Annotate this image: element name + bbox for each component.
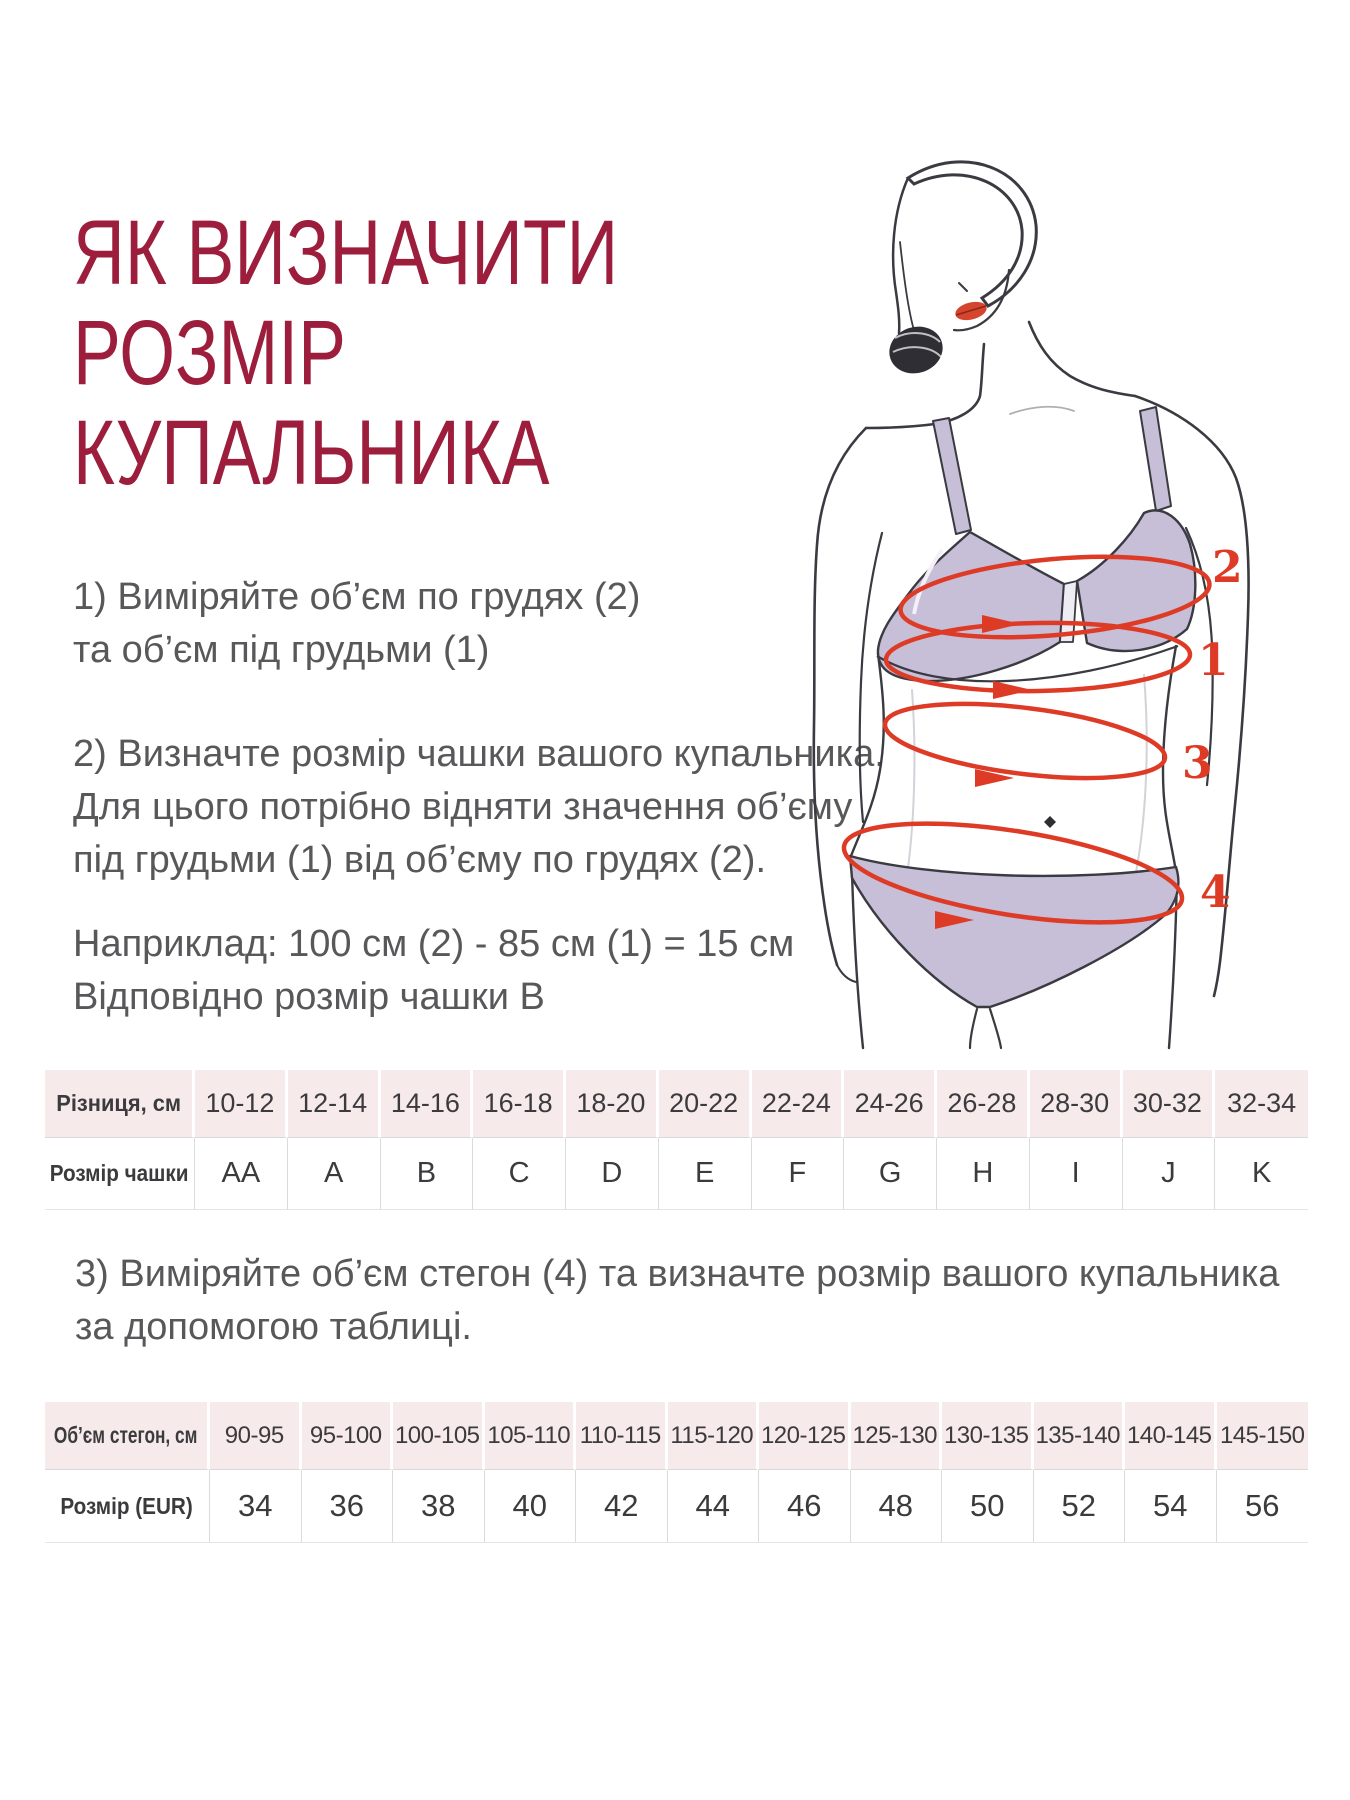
cup-cell xyxy=(288,1138,381,1210)
left-hand-line xyxy=(837,965,856,982)
diff-cell xyxy=(1215,1070,1308,1138)
hair-swoosh xyxy=(908,162,1036,306)
measure-label-bust: 2 xyxy=(1212,542,1243,593)
left-leg-outline xyxy=(852,872,863,1048)
cup-value: A xyxy=(323,1157,344,1189)
nose-line xyxy=(959,283,967,291)
eur-cell xyxy=(1034,1470,1126,1543)
eur-value: 46 xyxy=(787,1488,822,1523)
eur-cell xyxy=(210,1470,302,1543)
bra-right-strap xyxy=(1140,407,1171,511)
hip-value: 145-150 xyxy=(1219,1421,1305,1449)
collarbone-line xyxy=(1010,407,1074,414)
diff-value: 10-12 xyxy=(205,1088,275,1118)
cup-value: F xyxy=(788,1157,807,1189)
measure-label-waist: 3 xyxy=(1182,738,1213,789)
measure-label-underbust: 1 xyxy=(1198,635,1229,686)
eur-cell xyxy=(1125,1470,1217,1543)
eur-cell xyxy=(942,1470,1034,1543)
diff-cell xyxy=(1030,1070,1123,1138)
diff-value: 18-20 xyxy=(576,1088,646,1118)
cup-value: D xyxy=(601,1157,623,1189)
hip-cell xyxy=(485,1402,577,1470)
diff-cell xyxy=(844,1070,937,1138)
eur-cell xyxy=(1217,1470,1309,1543)
panties xyxy=(850,856,1178,1007)
hip-value: 115-120 xyxy=(670,1421,754,1449)
measure-ellipse-waist xyxy=(881,691,1169,791)
hip-cell xyxy=(393,1402,485,1470)
hip-value: 95-100 xyxy=(309,1421,382,1449)
cup-value: AA xyxy=(221,1157,261,1189)
diff-value: 22-24 xyxy=(761,1088,831,1118)
hip-value: 120-125 xyxy=(760,1421,846,1449)
diff-cell xyxy=(473,1070,566,1138)
example-line-1: Наприклад: 100 см (2) - 85 см (1) = 15 см xyxy=(73,923,795,965)
eur-cell xyxy=(485,1470,577,1543)
diff-cell xyxy=(195,1070,288,1138)
step-2-line-1: 2) Визначте розмір чашки вашого купальника. xyxy=(73,733,885,775)
hair-bun xyxy=(883,320,949,380)
step-1-text xyxy=(73,571,640,677)
hip-value: 110-115 xyxy=(579,1421,661,1449)
cup-table-row2-label-text: Розмір чашки xyxy=(50,1160,189,1186)
hip-value: 135-140 xyxy=(1035,1421,1121,1449)
measure-arrow-underbust xyxy=(993,681,1032,699)
hip-cell xyxy=(210,1402,302,1470)
diff-cell xyxy=(937,1070,1030,1138)
hip-cell xyxy=(1034,1402,1126,1470)
hip-cell xyxy=(851,1402,943,1470)
example-line-2: Відповідно розмір чашки B xyxy=(73,976,545,1018)
cup-value: J xyxy=(1161,1157,1176,1189)
eur-cell xyxy=(759,1470,851,1543)
hip-value: 125-130 xyxy=(852,1421,938,1449)
eur-value: 36 xyxy=(329,1488,364,1523)
diff-value: 12-14 xyxy=(298,1088,368,1118)
eur-value: 40 xyxy=(512,1488,547,1523)
hip-value: 100-105 xyxy=(394,1421,480,1449)
diff-value: 30-32 xyxy=(1132,1088,1202,1118)
hip-cell xyxy=(759,1402,851,1470)
eur-cell xyxy=(302,1470,394,1543)
diff-value: 20-22 xyxy=(669,1088,739,1118)
cup-value: C xyxy=(508,1157,530,1189)
diff-cell xyxy=(1123,1070,1216,1138)
hip-value: 90-95 xyxy=(224,1421,284,1449)
cup-cell xyxy=(844,1138,937,1210)
eur-value: 38 xyxy=(421,1488,456,1523)
cup-cell xyxy=(566,1138,659,1210)
step-2-line-3: під грудьми (1) від об’єму по грудях (2). xyxy=(73,839,767,881)
diff-value: 28-30 xyxy=(1040,1088,1110,1118)
torso-contour-left xyxy=(906,690,914,882)
eur-cell xyxy=(668,1470,760,1543)
eur-value: 50 xyxy=(970,1488,1005,1523)
cup-cell xyxy=(1030,1138,1123,1210)
page-title xyxy=(73,203,618,503)
step-1-line-1: 1) Виміряйте об’єм по грудях (2) xyxy=(73,576,641,618)
measurement-illustration xyxy=(730,130,1330,1050)
eur-value: 52 xyxy=(1061,1488,1096,1523)
diff-value: 16-18 xyxy=(483,1088,553,1118)
diff-cell xyxy=(566,1070,659,1138)
diff-cell xyxy=(752,1070,845,1138)
cup-cell xyxy=(1123,1138,1216,1210)
cup-value: I xyxy=(1071,1157,1080,1189)
bra xyxy=(877,407,1195,681)
diff-value: 24-26 xyxy=(854,1088,924,1118)
navel-dot xyxy=(1044,816,1056,828)
hip-cell xyxy=(576,1402,668,1470)
eur-value: 54 xyxy=(1153,1488,1188,1523)
hip-value: 140-145 xyxy=(1126,1421,1212,1449)
eur-cell xyxy=(576,1470,668,1543)
cup-cell xyxy=(937,1138,1030,1210)
hip-size-table xyxy=(45,1402,1308,1543)
diff-cell xyxy=(288,1070,381,1138)
cup-table-row1-label-text: Різниця, см xyxy=(56,1090,181,1116)
hip-table-row1-label-text: Об’єм стегон, см xyxy=(54,1422,198,1448)
cup-value: G xyxy=(878,1157,902,1189)
cup-cell xyxy=(195,1138,288,1210)
cup-value: H xyxy=(972,1157,994,1189)
bra-left-cup xyxy=(878,532,1064,681)
step-3-text xyxy=(75,1248,1279,1354)
hip-cell xyxy=(942,1402,1034,1470)
example-text xyxy=(73,918,794,1024)
hip-cell xyxy=(1125,1402,1217,1470)
jaw-line xyxy=(954,270,1009,330)
measure-label-hips: 4 xyxy=(1200,867,1231,918)
step-3-line-2: за допомогою таблиці. xyxy=(75,1306,472,1348)
cup-cell xyxy=(1215,1138,1308,1210)
step-3-line-1: 3) Виміряйте об’єм стегон (4) та визначте розмір вашого купальника xyxy=(75,1253,1280,1295)
cup-size-table xyxy=(45,1070,1308,1210)
cup-cell xyxy=(381,1138,474,1210)
hip-table-row-label xyxy=(45,1402,210,1470)
hip-value: 105-110 xyxy=(487,1421,571,1449)
eur-value: 42 xyxy=(604,1488,639,1523)
hip-value: 130-135 xyxy=(943,1421,1029,1449)
diff-value: 32-34 xyxy=(1227,1088,1297,1118)
cup-value: E xyxy=(694,1157,715,1189)
hip-table-row-label xyxy=(45,1470,210,1543)
cup-cell xyxy=(752,1138,845,1210)
cup-value: B xyxy=(416,1157,437,1189)
eur-value: 34 xyxy=(238,1488,273,1523)
right-inner-thigh-line xyxy=(990,1009,1001,1048)
title-line-2: РОЗМІР xyxy=(73,302,347,404)
hip-cell xyxy=(302,1402,394,1470)
cup-table-row-label xyxy=(45,1070,195,1138)
hair-left-edge xyxy=(893,178,908,333)
diff-cell xyxy=(659,1070,752,1138)
cup-value: K xyxy=(1251,1157,1272,1189)
step-2-line-2: Для цього потрібно відняти значення об’єму xyxy=(73,786,853,828)
bra-left-strap xyxy=(933,418,971,534)
lips-icon xyxy=(953,299,988,323)
neck-right-line xyxy=(1029,322,1135,396)
hip-table-row2-label-text: Розмір (EUR) xyxy=(60,1492,194,1519)
eur-value: 56 xyxy=(1245,1488,1280,1523)
eur-value: 44 xyxy=(695,1488,730,1523)
cup-table-row-label xyxy=(45,1138,195,1210)
diff-value: 26-28 xyxy=(947,1088,1017,1118)
eur-value: 48 xyxy=(878,1488,913,1523)
left-inner-thigh-line xyxy=(970,1009,977,1048)
title-line-1: ЯК ВИЗНАЧИТИ xyxy=(73,202,619,304)
step-1-line-2: та об’єм під грудьми (1) xyxy=(73,629,490,671)
hip-cell xyxy=(668,1402,760,1470)
diff-value: 14-16 xyxy=(390,1088,460,1118)
cup-cell xyxy=(659,1138,752,1210)
cup-cell xyxy=(473,1138,566,1210)
title-line-3: КУПАЛЬНИКА xyxy=(73,402,550,504)
hip-cell xyxy=(1217,1402,1309,1470)
eur-cell xyxy=(393,1470,485,1543)
diff-cell xyxy=(381,1070,474,1138)
eur-cell xyxy=(851,1470,943,1543)
